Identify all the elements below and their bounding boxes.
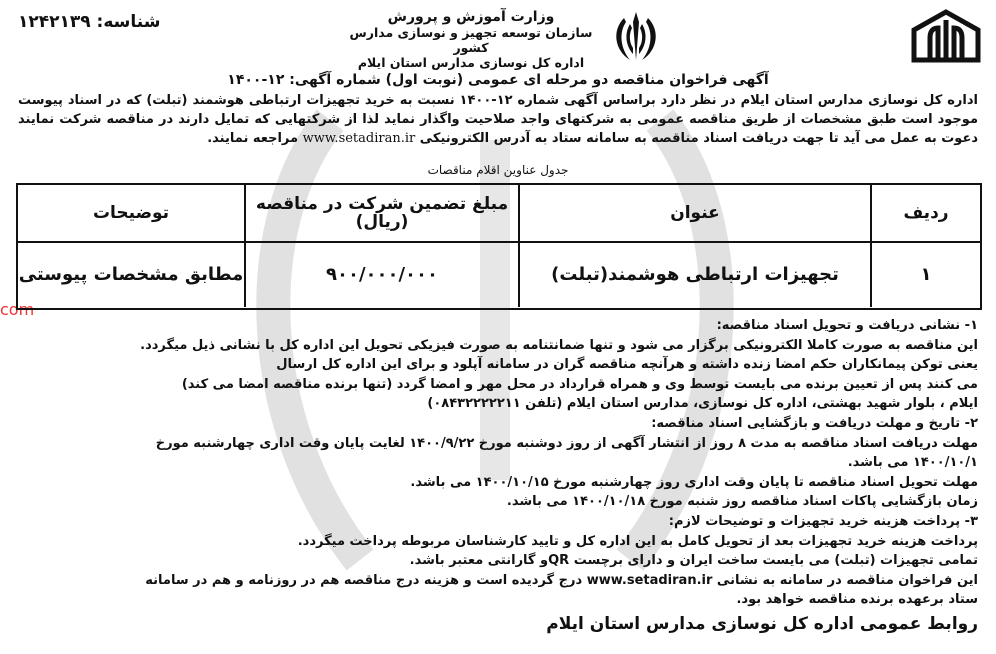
section-1-line-3: می کنند پس از تعیین برنده می بایست توسط وی و همراه قرارداد در محل مهر و امضا گردد (تنها برنده مناقصه امضا می کند) (181, 376, 978, 392)
organization-names (336, 10, 606, 70)
section-3-line-3 (18, 571, 978, 591)
setadiran-link-2[interactable]: www.setadiran.ir (586, 572, 713, 588)
section-3-title: ۳- پرداخت هزینه خرید تجهیزات و توضیحات لازم: (668, 513, 978, 529)
section-2-line-2: ۱۴۰۰/۱۰/۱ می باشد. (847, 455, 978, 471)
intro-tail: مراجعه نمایند. (207, 131, 299, 146)
header-row-no: ردیف (870, 185, 980, 241)
department-name: اداره کل نوسازی مدارس استان ایلام (357, 55, 585, 70)
section-2-line-4: زمان بازگشایی پاکات اسناد مناقصه روز شنبه مورخ ۱۴۰۰/۱۰/۱۸ می باشد. (506, 494, 978, 510)
section-1-line-1: این مناقصه به صورت کاملا الکترونیکی برگزار می شود و تنها ضمانتنامه به صورت فیزیکی تحویل این اداره کل با نشانی ذیل میگردد. (140, 337, 978, 353)
header-notes: توضیحات (92, 203, 170, 223)
intro-paragraph (18, 91, 978, 148)
table-row (18, 243, 980, 307)
section-3-line-2: تمامی تجهیزات (تبلت) می بایست ساخت ایران و دارای برچست QRو گارانتی معتبر باشد. (409, 553, 978, 569)
tender-items-table (16, 183, 982, 310)
table-header-row (18, 185, 980, 243)
header-guarantee: مبلغ تضمین شرکت در مناقصه (ریال) (244, 185, 518, 241)
iran-emblem-icon (606, 8, 666, 66)
section-1-line-2: یعنی توکن پیمانکاران حکم امضا زنده داشته و هرآنچه مناقصه گران در سامانه آپلود و برای این اداره کل ارسال (276, 357, 978, 373)
section-2-line-3: مهلت تحویل اسناد مناقصه تا پایان وقت اداری روز چهارشنبه مورخ ۱۴۰۰/۱۰/۱۵ می باشد. (410, 474, 978, 490)
section-3-line-4: ستاد برعهده برنده مناقصه خواهد بود. (736, 592, 978, 608)
notice-body (18, 316, 978, 610)
cell-subject: تجهیزات ارتباطی هوشمند(تبلت) (518, 243, 870, 307)
intro-text: اداره کل نوسازی مدارس استان ایلام در نظر دارد براساس آگهی شماره ۱۲-۱۴۰۰ نسبت به خرید تجهیزات ارتباطی هوشمند (تبلت) که در اسناد پیوست موجود است طبق مشخصات از طریق مناقصه عمومی به شرکتهای واجد صلاحیت واگذار نماید لذا از شرکتهایی که تمایل دارند در مناقصه شرکت نمایند دعوت به عمل می آید تا جهت دریافت اسناد مناقصه به سامانه ستاد به آدرس الکترونیکی (18, 93, 978, 146)
ministry-name: وزارت آموزش و پرورش (387, 9, 555, 25)
header (0, 0, 996, 70)
section-1-title: ۱- نشانی دریافت و تحویل اسناد مناقصه: (716, 318, 978, 333)
header-subject: عنوان (518, 185, 870, 241)
notice-id: شناسه: ۱۲۴۲۱۳۹ (18, 12, 161, 32)
section-3-line-3-post: درج گردیده است و هزینه درج مناقصه هم در روزنامه و هم در سامانه (145, 572, 583, 588)
section-2-title: ۲- تاریخ و مهلت دریافت و بازگشایی اسناد مناقصه: (651, 415, 978, 431)
organization-name: سازمان توسعه تجهیز و نوسازی مدارس کشور (349, 25, 593, 55)
section-1-line-4: ایلام ، بلوار شهید بهشتی، اداره کل نوسازی، مدارس استان ایلام (تلفن ۰۸۴۳۲۲۲۲۲۱۱) (427, 396, 978, 412)
watermark-side-text: com (0, 300, 35, 319)
cell-notes: مطابق مشخصات پیوستی (18, 264, 244, 285)
setadiran-link[interactable]: www.setadiran.ir (302, 131, 416, 146)
cell-guarantee: ۹۰۰/۰۰۰/۰۰۰ (244, 243, 518, 307)
section-2-line-1: مهلت دریافت اسناد مناقصه به مدت ۸ روز از انتشار آگهی از روز دوشنبه مورخ ۱۴۰۰/۹/۲۲ لغایت پایان وقت اداری چهارشنبه مورخ (155, 435, 978, 451)
public-relations-signature: روابط عمومی اداره کل نوسازی مدارس استان ایلام (546, 614, 978, 634)
renovation-organization-logo-icon (908, 8, 984, 66)
cell-row-no: ۱ (870, 243, 980, 307)
table-caption: جدول عناوین اقلام مناقصات (427, 163, 569, 177)
notice-title: آگهی فراخوان مناقصه دو مرحله ای عمومی (نوبت اول) شماره آگهی: ۱۲-۱۴۰۰ (227, 72, 769, 88)
section-3-line-3-pre: این فراخوان مناقصه در سامانه به نشانی (716, 572, 978, 588)
section-3-line-1: پرداخت هزینه خرید تجهیزات بعد از تحویل کامل به این اداره کل و تایید کارشناسان مربوطه پرداخت میگردد. (297, 533, 978, 549)
